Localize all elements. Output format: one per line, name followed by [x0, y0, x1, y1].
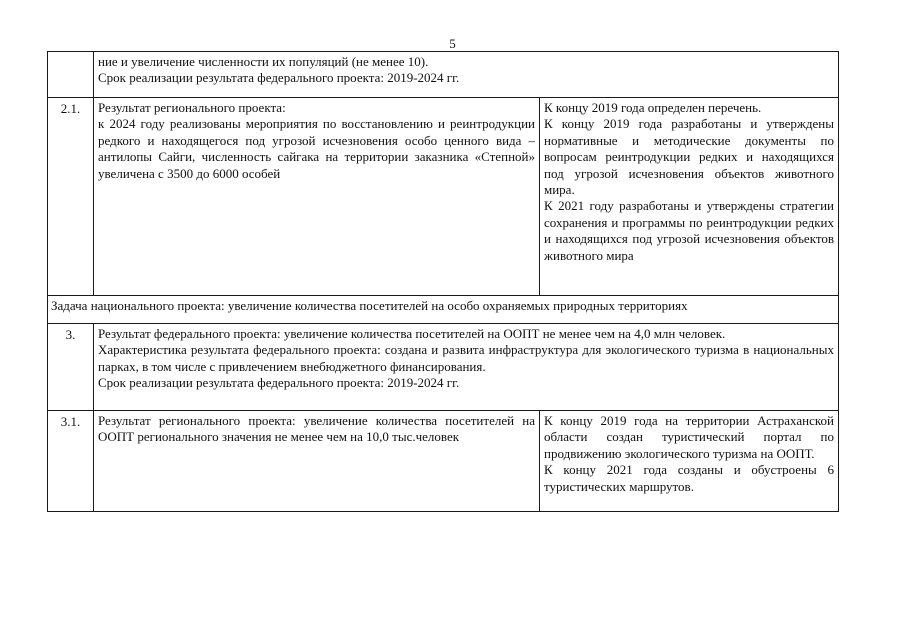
row-number-cell [48, 52, 94, 98]
outcomes-2-1 [540, 98, 839, 296]
continuation-line-2: Срок реализации результата федерального проекта: 2019-2024 гг. [98, 70, 460, 86]
outcome-2-1-c: К 2021 году разработаны и утверждены стратегии сохранения и программы по реинтродукции редких и находящихся под угрозой исчезновения объектов животного мира [544, 198, 834, 263]
regional-result-3-1: Результат регионального проекта: увеличение количества посетителей на ООПТ регионального значения не менее чем на 10,0 тыс.человек [94, 411, 540, 512]
page-number: 5 [449, 36, 456, 51]
table-row-national-task [48, 296, 839, 324]
table-row-continuation [48, 52, 839, 98]
table-row-3-1 [48, 411, 839, 512]
table-row-3 [48, 324, 839, 411]
continuation-line-1: ние и увеличение численности их популяций (не менее 10). [98, 54, 429, 69]
national-task-cell: Задача национального проекта: увеличение количества посетителей на особо охраняемых природных территориях [48, 296, 839, 324]
project-results-table [47, 51, 839, 512]
row-number-3-1: 3.1. [48, 411, 94, 512]
regional-result-text: к 2024 году реализованы мероприятия по восстановлению и реинтродукции редкого и находящегося под угрозой исчезновения особо ценного вида – антилопы Сайги, численность сайгака на территории заказника «Степной» увеличена с 3500 до 6000 особей [98, 116, 535, 181]
outcome-3-1-b: К концу 2021 года созданы и обустроены 6 туристических маршрутов. [544, 462, 834, 494]
federal-result-line-1: Результат федерального проекта: увеличение количества посетителей на ООПТ не менее чем на 4,0 млн человек. [98, 326, 726, 341]
outcome-3-1-a: К концу 2019 года на территории Астраханской области создан туристический портал по продвижению экологического туризма на ООПТ. [544, 413, 834, 461]
row-number-2-1: 2.1. [48, 98, 94, 296]
continuation-cell [94, 52, 839, 98]
outcomes-3-1 [540, 411, 839, 512]
table-row-2-1 [48, 98, 839, 296]
row-number-3: 3. [48, 324, 94, 411]
federal-result-3 [94, 324, 839, 411]
outcome-2-1-b: К концу 2019 года разработаны и утверждены нормативные и методические документы по вопросам реинтродукции редких и находящихся под угрозой исчезновения объектов животного мира. [544, 116, 834, 198]
federal-result-line-3: Срок реализации результата федерального проекта: 2019-2024 гг. [98, 375, 460, 391]
outcome-2-1-a: К концу 2019 года определен перечень. [544, 100, 762, 115]
federal-result-line-2: Характеристика результата федерального проекта: создана и развита инфраструктура для экологического туризма в национальных парках, в том числе с привлечением внебюджетного финансирования. [98, 342, 834, 374]
regional-result-title: Результат регионального проекта: [98, 100, 286, 115]
regional-result-2-1 [94, 98, 540, 296]
